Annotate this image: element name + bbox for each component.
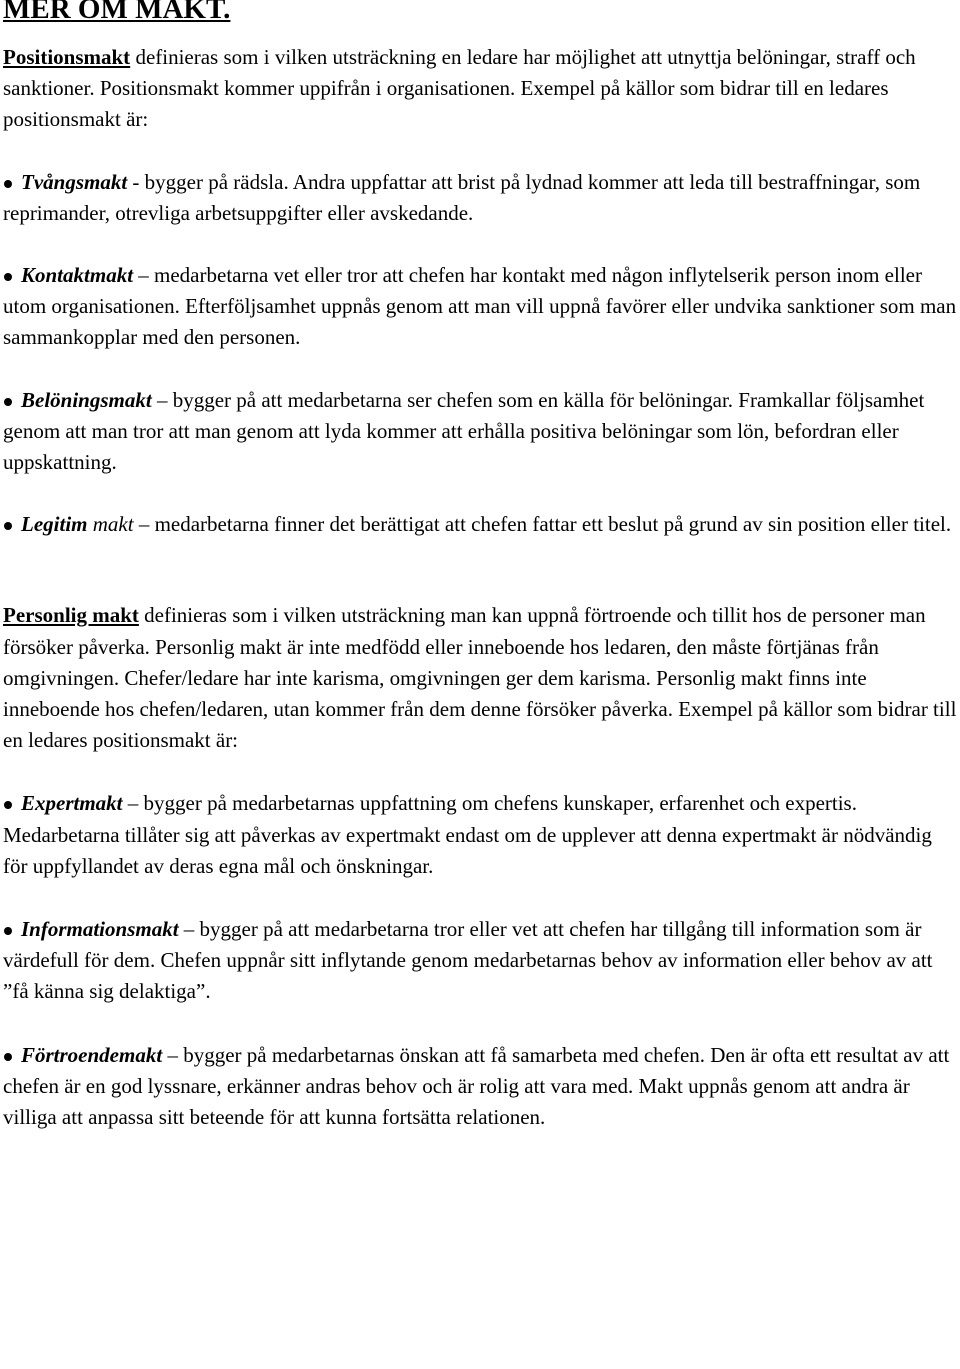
personal-power-intro: definieras som i vilken utsträckning man kan uppnå förtroende och tillit hos de personer man försöker påverka. Personlig makt är inte medfödd eller inneboende hos ledaren, den måste förtjänas från omgivningen. Chefer/ledare har inte karisma, omgivningen ger dem karisma. Personlig makt finns inte inneboende hos chefen/ledaren, utan kommer från dem denne försöker påverka. Exempel på källor som bidrar till en ledares positionsmakt är: <box>3 603 957 753</box>
spacer <box>3 136 958 167</box>
page-heading: MER OM MAKT. <box>3 0 231 25</box>
list-item-expertmakt <box>3 788 958 882</box>
list-item-text: – bygger på medarbetarnas uppfattning om chefens kunskaper, erfarenhet och expertis. Medarbetarna tillåter sig att påverkas av expertmakt endast om de upplever att denna expertmakt är nödvändig för uppfyllandet av deras egna mål och önskningar. <box>3 791 932 878</box>
list-item-text: – bygger på medarbetarnas önskan att få samarbeta med chefen. Den är ofta ett resultat av att chefen är en god lyssnare, erkänner andras behov och är rolig att vara med. Makt uppnås genom att andra är villiga att anpassa sitt beteende för att kunna fortsätta relationen. <box>3 1042 950 1130</box>
list-item-beloningsmakt <box>3 385 958 479</box>
bullet-icon <box>4 273 12 281</box>
spacer <box>3 756 958 788</box>
bullet-icon <box>4 801 12 809</box>
document-page <box>3 0 958 1133</box>
list-item-term: Informationsmakt <box>21 917 179 942</box>
list-item-legitim-makt <box>3 509 958 540</box>
bullet-icon <box>4 522 12 530</box>
personal-power-paragraph <box>3 600 958 756</box>
list-item-term-suffix: makt <box>87 512 134 537</box>
position-power-paragraph <box>3 42 958 136</box>
spacer <box>3 229 958 260</box>
spacer <box>3 882 958 914</box>
spacer <box>3 354 958 385</box>
bullet-icon <box>4 398 12 406</box>
personal-power-term: Personlig makt <box>3 603 139 628</box>
bullet-icon <box>4 180 12 188</box>
list-item-term: Kontaktmakt <box>21 263 134 288</box>
spacer <box>3 1008 958 1040</box>
spacer <box>3 478 958 509</box>
bullet-icon <box>4 927 12 935</box>
list-item-term: Förtroendemakt <box>21 1042 163 1067</box>
list-item-term: Tvångsmakt <box>21 169 128 194</box>
list-item-text: - bygger på rädsla. Andra uppfattar att brist på lydnad kommer att leda till bestraffningar, som reprimander, otrevliga arbetsuppgifter eller avskedande. <box>3 169 921 225</box>
position-power-term: Positionsmakt <box>3 45 131 69</box>
list-item-term: Expertmakt <box>21 791 123 816</box>
list-item-tvangsmakt <box>3 167 958 229</box>
list-item-informationsmakt <box>3 914 958 1008</box>
list-item-term: Belöningsmakt <box>21 387 152 412</box>
list-item-text: – medarbetarna vet eller tror att chefen har kontakt med någon inflytelserik person inom eller utom organisationen. Efterföljsamhet uppnås genom att man vill uppnå favörer eller undvika sanktioner som man sammankopplar med den personen. <box>3 263 957 350</box>
list-item-kontaktmakt <box>3 260 958 354</box>
list-item-text: – medarbetarna finner det berättigat att chefen fattar ett beslut på grund av sin position eller titel. <box>133 512 952 537</box>
list-item-fortroendemakt <box>3 1040 958 1134</box>
list-item-text: – bygger på att medarbetarna tror eller vet att chefen har tillgång till information som är värdefull för dem. Chefen uppnår sitt inflytande genom medarbetarnas behov av information eller behov av att ”få känna sig delaktiga”. <box>3 917 933 1004</box>
list-item-term: Legitim <box>21 512 88 537</box>
bullet-icon <box>4 1053 12 1061</box>
list-item-text: – bygger på att medarbetarna ser chefen som en källa för belöningar. Framkallar följsamhet genom att man tror att man genom att lyda kommer att erhålla positiva belöningar som lön, befordran eller uppskattning. <box>3 387 925 475</box>
spacer <box>3 540 958 600</box>
position-power-intro: definieras som i vilken utsträckning en ledare har möjlighet att utnyttja belöningar, straff och sanktioner. Positionsmakt kommer uppifrån i organisationen. Exempel på källor som bidrar till en ledares positionsmakt är: <box>3 45 916 132</box>
